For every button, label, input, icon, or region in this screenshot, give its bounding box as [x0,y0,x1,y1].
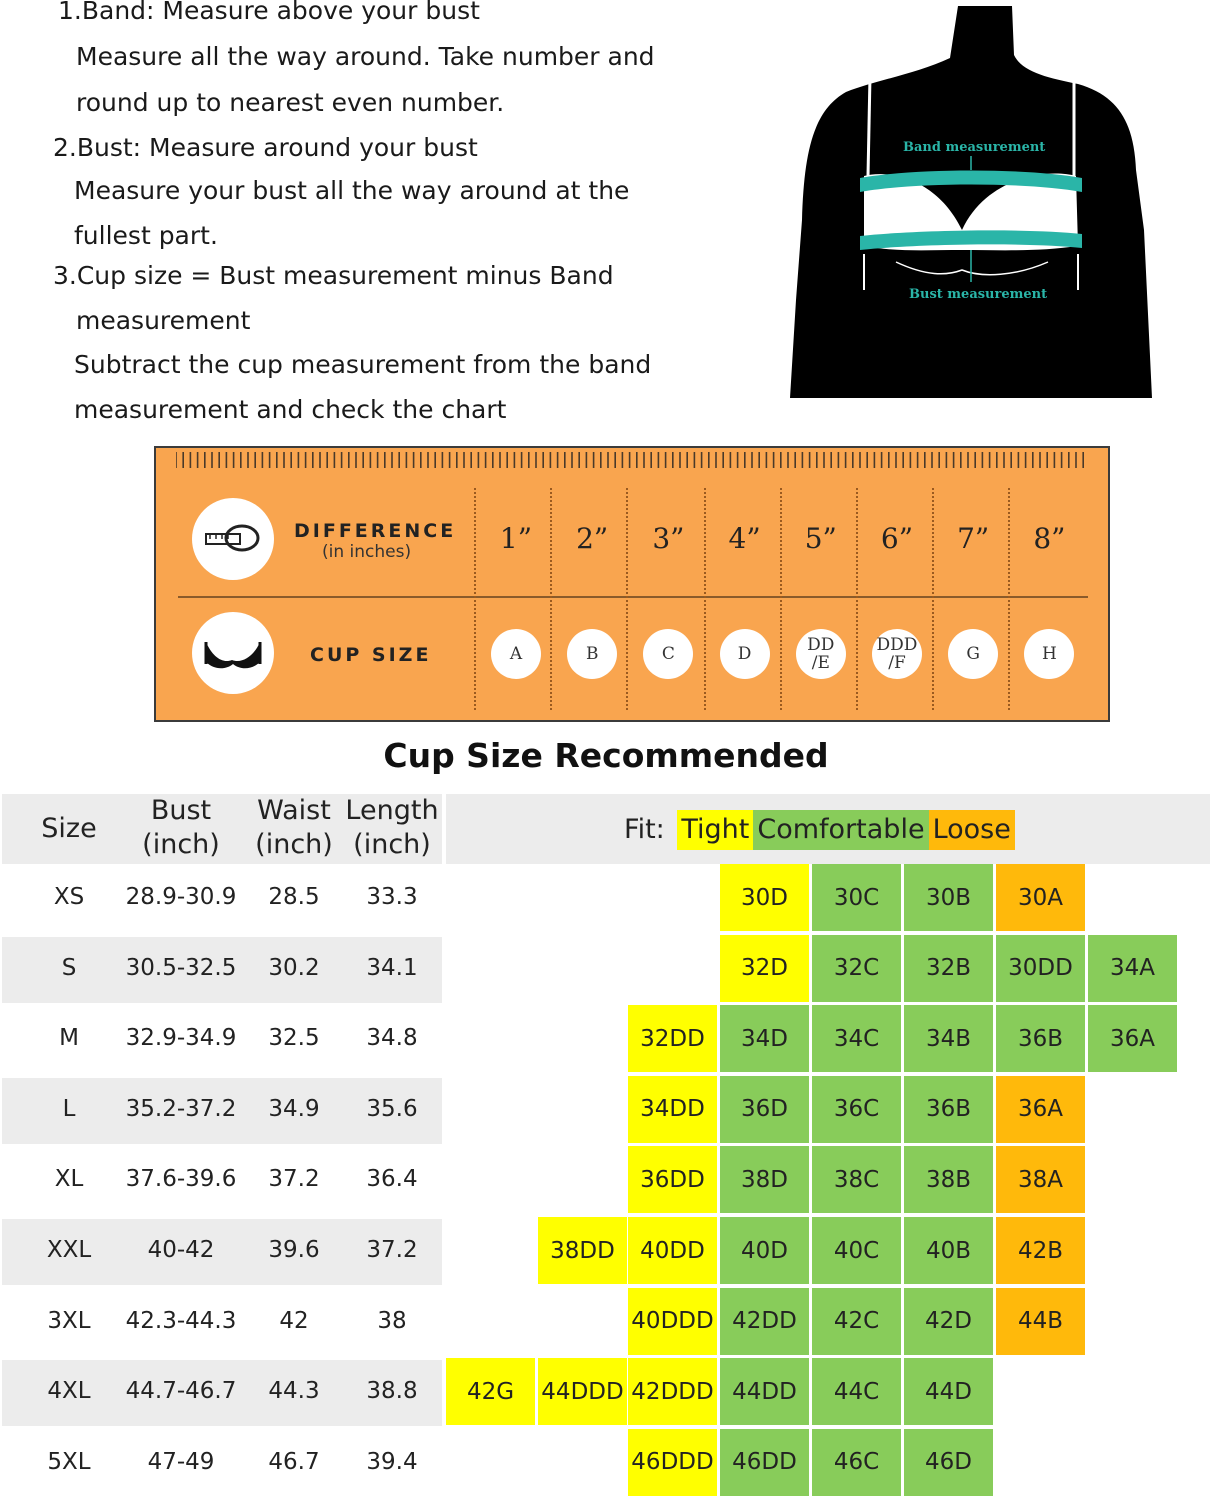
recommended-cup-cell: 32D [720,935,809,1002]
difference-inch-value: 4” [728,522,761,555]
waist-cell: 42 [279,1307,309,1334]
recommended-cup-cell: 34C [812,1005,901,1072]
recommended-cup-cell: 34DD [628,1076,717,1143]
length-cell: 38.8 [366,1378,418,1405]
step3-title: 3.Cup size = Bust measurement minus Band [53,261,614,290]
waist-cell: 30.2 [268,954,320,981]
recommended-cup-cell: 36B [904,1076,993,1143]
bust-cell: 42.3-44.3 [125,1307,237,1334]
bust-cell: 30.5-32.5 [125,954,237,981]
waist-cell: 37.2 [268,1166,320,1193]
fit-label: Fit: [624,814,665,845]
recommended-cup-cell: 42DDD [628,1358,717,1425]
bust-cell: 47-49 [147,1448,215,1475]
size-cell: 5XL [47,1448,91,1475]
header-bust-line1: Bust [150,795,212,826]
length-cell: 38 [377,1307,407,1334]
length-cell: 39.4 [366,1448,418,1475]
chart-title: Cup Size Recommended [383,736,829,775]
recommended-cup-cell: 44C [812,1358,901,1425]
bust-cell: 44.7-46.7 [125,1378,237,1405]
recommended-cup-cell: 40DD [628,1217,717,1284]
step2-line1: Measure your bust all the way around at the [74,176,630,205]
cup-size-circle: DD /E [797,630,845,678]
difference-inch-value: 1” [499,522,533,555]
cup-difference-ruler [154,446,1110,722]
recommended-cup-cell: 44B [996,1288,1085,1355]
length-cell: 37.2 [366,1237,418,1263]
fit-legend [624,810,1015,850]
size-cell: S [61,954,77,981]
tape-measure-icon [192,498,274,580]
waist-cell: 34.9 [268,1095,320,1122]
difference-inch-value: 6” [880,522,914,555]
difference-sub-label: (in inches) [322,542,412,562]
difference-inch-value: 7” [957,522,990,555]
difference-label: DIFFERENCE [294,520,457,542]
recommended-cup-cell: 32DD [628,1005,717,1072]
header-size: Size [41,813,97,844]
fit-tight-swatch: Tight [677,810,753,850]
step1-line1: Measure all the way around. Take number and [76,42,655,71]
fit-loose-swatch: Loose [929,810,1015,850]
recommended-cup-cell: 36B [996,1005,1085,1072]
recommended-cup-cell: 36DD [628,1146,717,1213]
cup-size-circle: A [492,630,540,678]
recommended-cup-cell: 36D [720,1076,809,1143]
ruler-ticks [176,452,1086,472]
recommended-cup-cell: 40DDD [628,1288,717,1355]
waist-cell: 44.3 [268,1378,320,1405]
difference-inch-value: 3” [652,522,685,555]
step1-title: 1.Band: Measure above your bust [58,0,480,25]
recommended-cup-cell: 44D [904,1358,993,1425]
recommended-cup-cell: 46DD [720,1429,809,1496]
header-length-line1: Length [345,795,439,826]
recommended-cup-cell: 40C [812,1217,901,1284]
recommended-cup-cell: 38DD [538,1217,627,1284]
length-cell: 34.1 [366,954,418,981]
length-cell: 36.4 [366,1166,418,1193]
recommended-cup-cell: 30A [996,864,1085,931]
recommended-cup-cell: 40D [720,1217,809,1284]
recommended-cup-cell: 42D [904,1288,993,1355]
header-length-line2: (inch) [353,829,431,860]
size-cell: XL [54,1166,84,1193]
size-cell: XS [53,884,85,910]
recommended-cup-cell: 34A [1088,935,1177,1002]
bust-measurement-label: Bust measurement [909,287,1048,302]
recommended-cup-cell: 36A [996,1076,1085,1143]
ruler-divider [178,596,1088,598]
recommended-cup-cell: 36C [812,1076,901,1143]
size-cell: XXL [46,1237,92,1263]
length-cell: 34.8 [366,1025,418,1052]
recommended-cup-cell: 46DDD [628,1429,717,1496]
recommended-cup-cell: 30C [812,864,901,931]
recommended-cup-cell: 42C [812,1288,901,1355]
recommended-cup-cell: 36A [1088,1005,1177,1072]
step2-title: 2.Bust: Measure around your bust [53,133,478,162]
bust-cell: 32.9-34.9 [125,1025,237,1052]
cup-size-circle: C [644,630,692,678]
difference-inch-value: 8” [1033,522,1066,555]
cup-size-circle: G [949,630,997,678]
ruler-column-divider [474,488,476,710]
bust-cell: 40-42 [147,1237,215,1263]
recommended-cup-cell: 34D [720,1005,809,1072]
recommended-cup-cell: 30DD [996,935,1085,1002]
step3-line2: Subtract the cup measurement from the band [74,350,652,379]
recommended-cup-cell: 40B [904,1217,993,1284]
cup-size-label: CUP SIZE [310,644,432,666]
length-cell: 33.3 [366,884,418,910]
cup-size-circle: B [568,630,616,678]
step1-line2: round up to nearest even number. [76,88,505,117]
header-bust-line2: (inch) [142,829,220,860]
header-waist-line2: (inch) [255,829,333,860]
recommended-cup-cell: 44DDD [538,1358,627,1425]
difference-inch-value: 5” [804,522,837,555]
size-cell: 3XL [47,1307,91,1334]
recommended-cup-cell: 38C [812,1146,901,1213]
waist-cell: 46.7 [268,1448,320,1475]
bust-cell: 37.6-39.6 [125,1166,237,1193]
torso-measurement-figure [786,0,1156,400]
length-cell: 35.6 [366,1095,418,1122]
cup-size-circle: D [721,630,769,678]
recommended-cup-cell: 42B [996,1217,1085,1284]
recommended-cup-cell: 38A [996,1146,1085,1213]
cup-size-circle: H [1025,630,1073,678]
recommended-cup-cell: 44DD [720,1358,809,1425]
size-cell: L [62,1095,76,1122]
waist-cell: 32.5 [268,1025,320,1052]
recommended-cup-cell: 38D [720,1146,809,1213]
recommended-cup-cell: 32C [812,935,901,1002]
cup-size-circle: DDD /F [873,630,921,678]
recommended-cup-cell: 38B [904,1146,993,1213]
difference-inch-value: 2” [576,522,609,555]
recommended-cup-cell: 46D [904,1429,993,1496]
bra-icon [192,612,274,694]
recommended-cup-cell: 46C [812,1429,901,1496]
bust-cell: 28.9-30.9 [125,884,237,910]
size-cell: M [59,1025,79,1052]
step3-line1: measurement [76,306,251,335]
torso-silhouette-icon [786,0,1156,400]
recommended-cup-cell: 30D [720,864,809,931]
band-measurement-label: Band measurement [903,140,1046,155]
recommended-cup-cell: 42DD [720,1288,809,1355]
step2-line2: fullest part. [74,221,218,250]
size-cell: 4XL [47,1378,91,1405]
waist-cell: 39.6 [268,1237,320,1263]
fit-comfortable-swatch: Comfortable [753,810,928,850]
measuring-instructions [0,0,760,440]
recommended-cup-cell: 42G [446,1358,535,1425]
recommended-cup-cell: 30B [904,864,993,931]
bust-cell: 35.2-37.2 [125,1095,237,1122]
recommended-cup-cell: 32B [904,935,993,1002]
header-waist-line1: Waist [257,795,331,826]
recommended-cup-cell: 34B [904,1005,993,1072]
step3-line3: measurement and check the chart [74,395,507,424]
waist-cell: 28.5 [268,884,320,910]
